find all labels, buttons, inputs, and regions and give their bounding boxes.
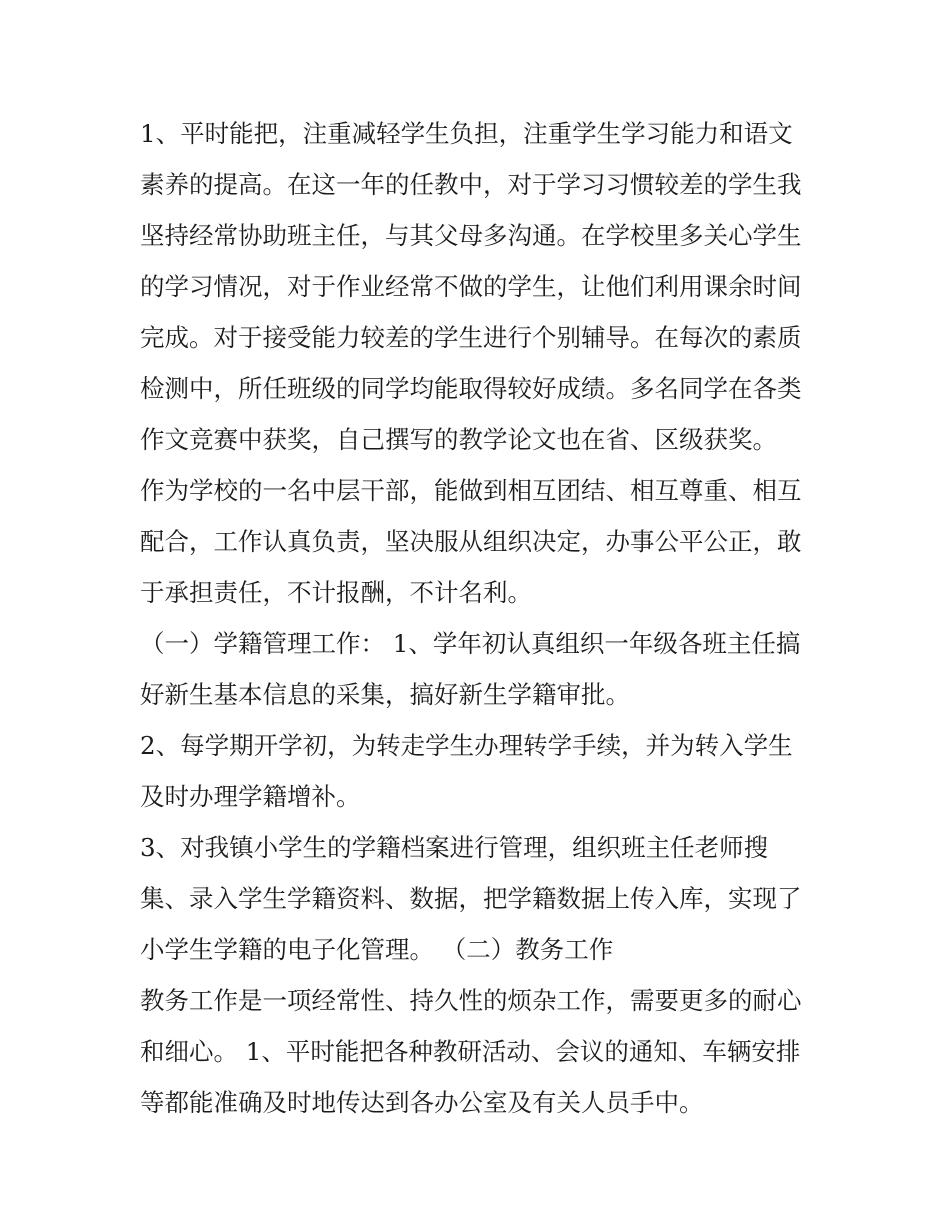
text-line: 检测中，所任班级的同学均能取得较好成绩。多名同学在各类 xyxy=(140,374,802,403)
text-line: 完成。对于接受能力较差的学生进行个别辅导。在每次的素质 xyxy=(140,323,802,352)
document-body xyxy=(140,108,830,1128)
text-line: 坚持经常协助班主任，与其父母多沟通。在学校里多关心学生 xyxy=(140,221,802,250)
text-line: 素养的提高。在这一年的任教中，对于学习习惯较差的学生我 xyxy=(140,170,802,199)
text-line: 3、对我镇小学生的学籍档案进行管理，组织班主任老师搜 xyxy=(140,833,769,862)
text-line: 好新生基本信息的采集，搞好新生学籍审批。 xyxy=(140,680,630,709)
text-line: 教务工作是一项经常性、持久性的烦杂工作，需要更多的耐心 xyxy=(140,986,802,1015)
text-line: 等都能准确及时地传达到各办公室及有关人员手中。 xyxy=(140,1088,704,1117)
text-line: 的学习情况，对于作业经常不做的学生，让他们利用课余时间 xyxy=(140,272,802,301)
text-line: 及时办理学籍增补。 xyxy=(140,782,361,811)
text-line: 作文竞赛中获奖，自己撰写的教学论文也在省、区级获奖。 xyxy=(140,425,777,454)
text-line: 小学生学籍的电子化管理。 （二）教务工作 xyxy=(140,935,614,964)
text-line: 作为学校的一名中层干部，能做到相互团结、相互尊重、相互 xyxy=(140,476,802,505)
text-line: （一）学籍管理工作： 1、学年初认真组织一年级各班主任搞 xyxy=(140,629,801,658)
text-line: 1、平时能把，注重减轻学生负担，注重学生学习能力和语文 xyxy=(140,119,793,148)
text-line: 2、每学期开学初，为转走学生办理转学手续，并为转入学生 xyxy=(140,731,793,760)
text-line: 于承担责任，不计报酬，不计名利。 xyxy=(140,578,532,607)
text-line: 配合，工作认真负责，坚决服从组织决定，办事公平公正，敢 xyxy=(140,527,802,556)
text-line: 和细心。 1、平时能把各种教研活动、会议的通知、车辆安排 xyxy=(140,1037,801,1066)
text-line: 集、录入学生学籍资料、数据，把学籍数据上传入库，实现了 xyxy=(140,884,802,913)
